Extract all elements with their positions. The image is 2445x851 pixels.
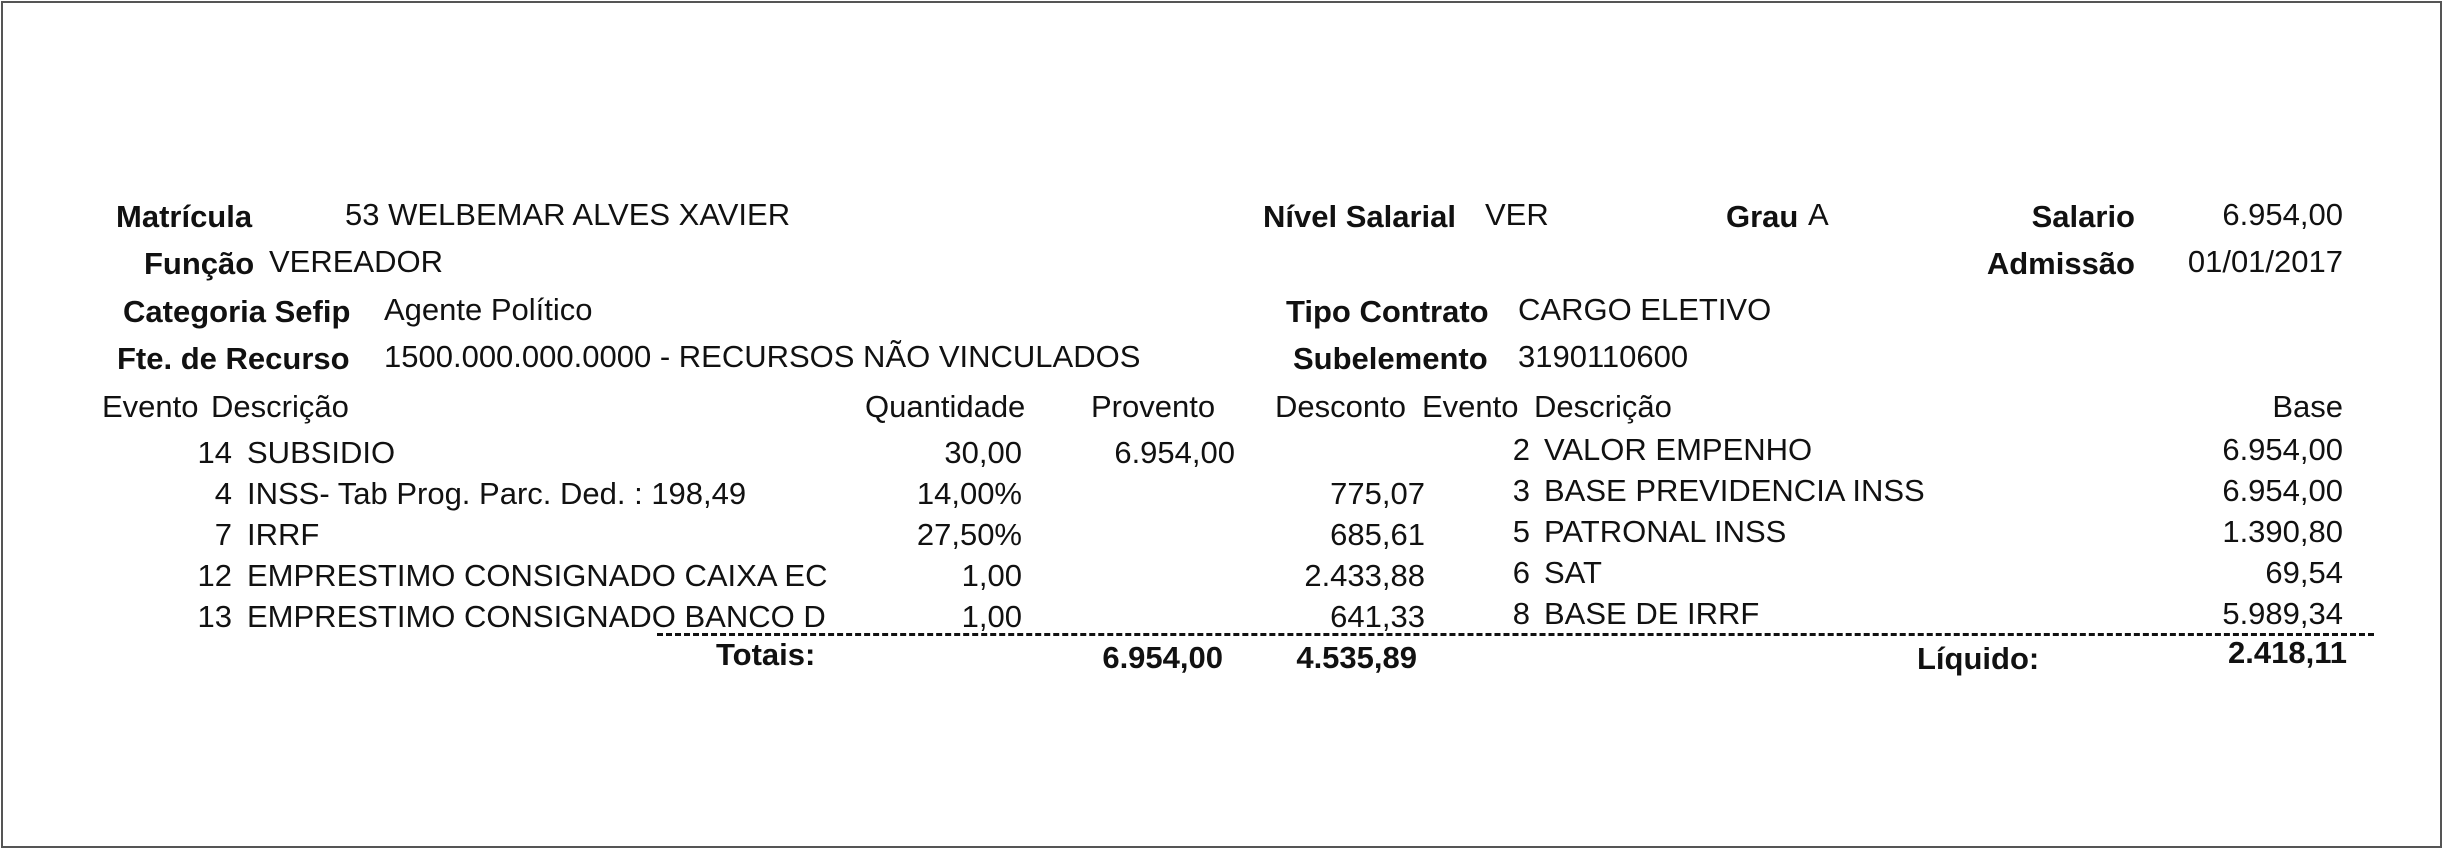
admissao-value: 01/01/2017	[2187, 244, 2343, 279]
col-provento: Provento	[1091, 389, 1216, 424]
salario-label: Salario	[2031, 199, 2135, 234]
salario-value: 6.954,00	[2222, 197, 2343, 232]
col-descricao: Descrição	[211, 389, 349, 424]
base-description: VALOR EMPENHO	[1544, 432, 1813, 467]
event-description: INSS- Tab Prog. Parc. Ded. : 198,49	[247, 476, 747, 511]
event-description: EMPRESTIMO CONSIGNADO CAIXA EC	[247, 558, 828, 593]
tipo-contrato-label: Tipo Contrato	[1286, 294, 1489, 329]
matricula-label: Matrícula	[116, 199, 253, 234]
event-code: 13	[197, 599, 232, 634]
base-code: 5	[1512, 514, 1530, 549]
base-value: 69,54	[2265, 555, 2343, 590]
event-code: 7	[214, 517, 232, 552]
base-code: 2	[1512, 432, 1530, 467]
nivel-salarial-label: Nível Salarial	[1263, 199, 1457, 234]
event-quantity: 1,00	[961, 599, 1022, 634]
col-base: Base	[2272, 389, 2343, 424]
subelemento-label: Subelemento	[1293, 341, 1488, 376]
totals-separator	[657, 633, 2374, 636]
event-description: IRRF	[247, 517, 320, 552]
funcao-label: Função	[144, 246, 255, 281]
event-provento: 6.954,00	[1114, 435, 1235, 470]
event-description: SUBSIDIO	[247, 435, 396, 470]
totals-proventos: 6.954,00	[1102, 640, 1223, 675]
event-description: EMPRESTIMO CONSIGNADO BANCO D	[247, 599, 826, 634]
base-value: 1.390,80	[2222, 514, 2343, 549]
event-quantity: 14,00%	[916, 476, 1022, 511]
col-evento: Evento	[102, 389, 199, 424]
categoria-label: Categoria Sefip	[123, 294, 351, 329]
base-value: 6.954,00	[2222, 473, 2343, 508]
event-code: 4	[214, 476, 232, 511]
funcao-value: VEREADOR	[269, 244, 443, 279]
base-value: 6.954,00	[2222, 432, 2343, 467]
base-value: 5.989,34	[2222, 596, 2343, 631]
event-quantity: 27,50%	[916, 517, 1022, 552]
col-quantidade: Quantidade	[865, 389, 1026, 424]
event-code: 12	[197, 558, 232, 593]
totals-label: Totais:	[716, 637, 816, 672]
event-code: 14	[197, 435, 232, 470]
categoria-value: Agente Político	[384, 292, 593, 327]
event-quantity: 1,00	[961, 558, 1022, 593]
fonte-recurso-label: Fte. de Recurso	[117, 341, 350, 376]
grau-value: A	[1808, 197, 1829, 232]
liquido-label: Líquido:	[1917, 641, 2040, 676]
col-evento-base: Evento	[1422, 389, 1519, 424]
base-description: BASE PREVIDENCIA INSS	[1544, 473, 1925, 508]
col-desconto: Desconto	[1275, 389, 1406, 424]
event-desconto: 775,07	[1330, 476, 1425, 511]
admissao-label: Admissão	[1986, 246, 2135, 281]
base-code: 3	[1512, 473, 1530, 508]
base-description: SAT	[1544, 555, 1602, 590]
base-description: PATRONAL INSS	[1544, 514, 1787, 549]
event-desconto: 641,33	[1330, 599, 1425, 634]
event-quantity: 30,00	[944, 435, 1022, 470]
matricula-value: 53 WELBEMAR ALVES XAVIER	[345, 197, 791, 232]
subelemento-value: 3190110600	[1518, 339, 1689, 374]
grau-label: Grau	[1726, 199, 1799, 234]
base-code: 6	[1512, 555, 1530, 590]
base-code: 8	[1512, 596, 1530, 631]
event-desconto: 685,61	[1330, 517, 1425, 552]
col-descricao-base: Descrição	[1534, 389, 1672, 424]
liquido-value: 2.418,11	[2228, 635, 2347, 670]
document-frame	[1, 1, 2442, 848]
event-desconto: 2.433,88	[1304, 558, 1425, 593]
fonte-recurso-value: 1500.000.000.0000 - RECURSOS NÃO VINCULADOS	[384, 339, 1141, 374]
base-description: BASE DE IRRF	[1544, 596, 1760, 631]
nivel-salarial-value: VER	[1485, 197, 1549, 232]
totals-descontos: 4.535,89	[1296, 640, 1417, 675]
tipo-contrato-value: CARGO ELETIVO	[1518, 292, 1772, 327]
